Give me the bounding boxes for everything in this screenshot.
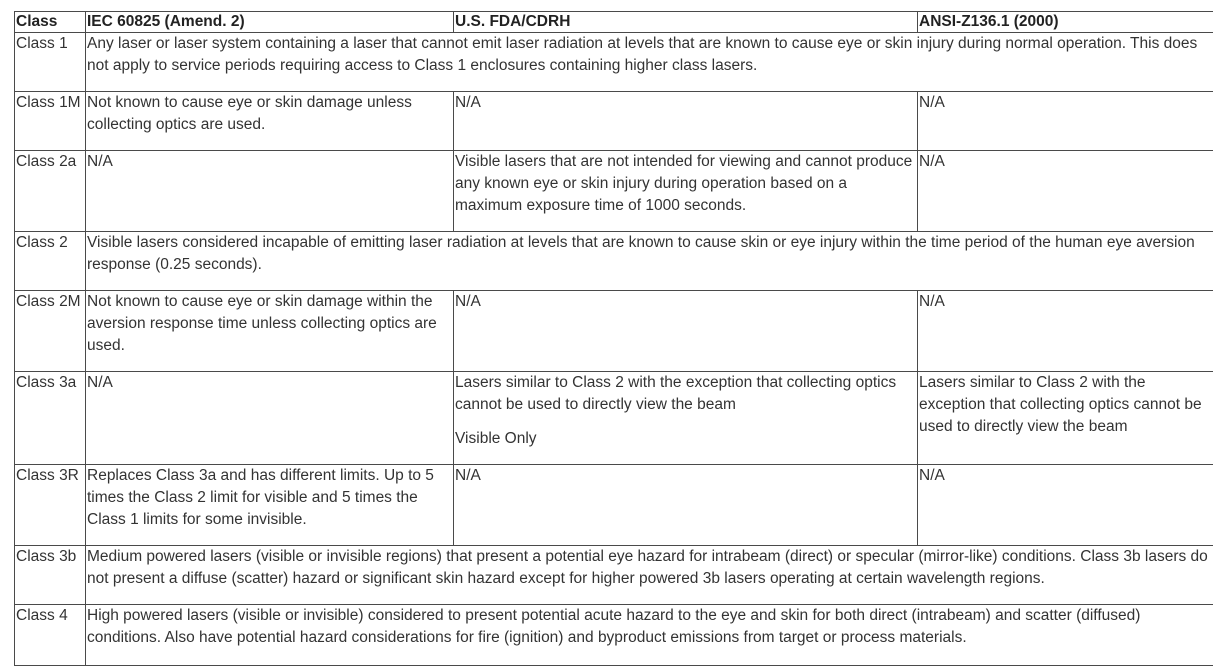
header-row <box>15 12 1213 33</box>
fda-cell <box>454 372 918 465</box>
ansi-cell: N/A <box>918 151 1213 232</box>
ansi-cell: N/A <box>918 291 1213 372</box>
iec-cell: N/A <box>86 151 454 232</box>
fda-note: Visible Only <box>455 430 537 447</box>
description-cell: Visible lasers considered incapable of emitting laser radiation at levels that are known to cause skin or eye injury within the time period of the human eye aversion response (0.25 seconds). <box>86 232 1213 291</box>
fda-cell: Visible lasers that are not intended for viewing and cannot produce any known eye or skin injury during operation based on a maximum exposure time of 1000 seconds. <box>454 151 918 232</box>
class-cell: Class 3b <box>15 546 86 605</box>
header-fda: U.S. FDA/CDRH <box>454 12 918 33</box>
header-ansi: ANSI-Z136.1 (2000) <box>918 12 1213 33</box>
header-class: Class <box>15 12 86 33</box>
table-row-class-3b <box>15 546 1213 605</box>
description-cell: High powered lasers (visible or invisible) considered to present potential acute hazard to the eye and skin for both direct (intrabeam) and scatter (diffused) conditions. Also have potential hazard considerations for fire (ignition) and byproduct emissions from target or process materials. <box>86 605 1213 666</box>
iec-cell: Replaces Class 3a and has different limits. Up to 5 times the Class 2 limit for visible and 5 times the Class 1 limits for some invisible. <box>86 465 454 546</box>
class-cell: Class 3R <box>15 465 86 546</box>
fda-cell: N/A <box>454 92 918 151</box>
fda-cell: N/A <box>454 291 918 372</box>
description-cell: Any laser or laser system containing a laser that cannot emit laser radiation at levels that are known to cause eye or skin injury during normal operation. This does not apply to service periods requiring access to Class 1 enclosures containing higher class lasers. <box>86 33 1213 92</box>
table-row-class-3a <box>15 372 1213 465</box>
class-cell: Class 4 <box>15 605 86 666</box>
table-row-class-3r <box>15 465 1213 546</box>
table-row-class-2a <box>15 151 1213 232</box>
table-row-class-1 <box>15 33 1213 92</box>
class-cell: Class 1M <box>15 92 86 151</box>
iec-cell: N/A <box>86 372 454 465</box>
table-row-class-1m <box>15 92 1213 151</box>
header-iec: IEC 60825 (Amend. 2) <box>86 12 454 33</box>
iec-cell: Not known to cause eye or skin damage within the aversion response time unless collecting optics are used. <box>86 291 454 372</box>
class-cell: Class 2 <box>15 232 86 291</box>
iec-cell: Not known to cause eye or skin damage unless collecting optics are used. <box>86 92 454 151</box>
laser-class-table <box>14 11 1213 666</box>
description-cell: Medium powered lasers (visible or invisible regions) that present a potential eye hazard for intrabeam (direct) or specular (mirror-like) conditions. Class 3b lasers do not present a diffuse (scatter) hazard or significant skin hazard except for higher powered 3b lasers operating at certain wavelength regions. <box>86 546 1213 605</box>
table-row-class-4 <box>15 605 1213 666</box>
class-cell: Class 1 <box>15 33 86 92</box>
table-row-class-2m <box>15 291 1213 372</box>
table-row-class-2 <box>15 232 1213 291</box>
class-cell: Class 2a <box>15 151 86 232</box>
ansi-cell: N/A <box>918 92 1213 151</box>
class-cell: Class 2M <box>15 291 86 372</box>
fda-cell: N/A <box>454 465 918 546</box>
fda-text: Lasers similar to Class 2 with the exception that collecting optics cannot be used to directly view the beam <box>455 374 897 413</box>
ansi-cell: N/A <box>918 465 1213 546</box>
ansi-cell: Lasers similar to Class 2 with the exception that collecting optics cannot be used to directly view the beam <box>918 372 1213 465</box>
class-cell: Class 3a <box>15 372 86 465</box>
